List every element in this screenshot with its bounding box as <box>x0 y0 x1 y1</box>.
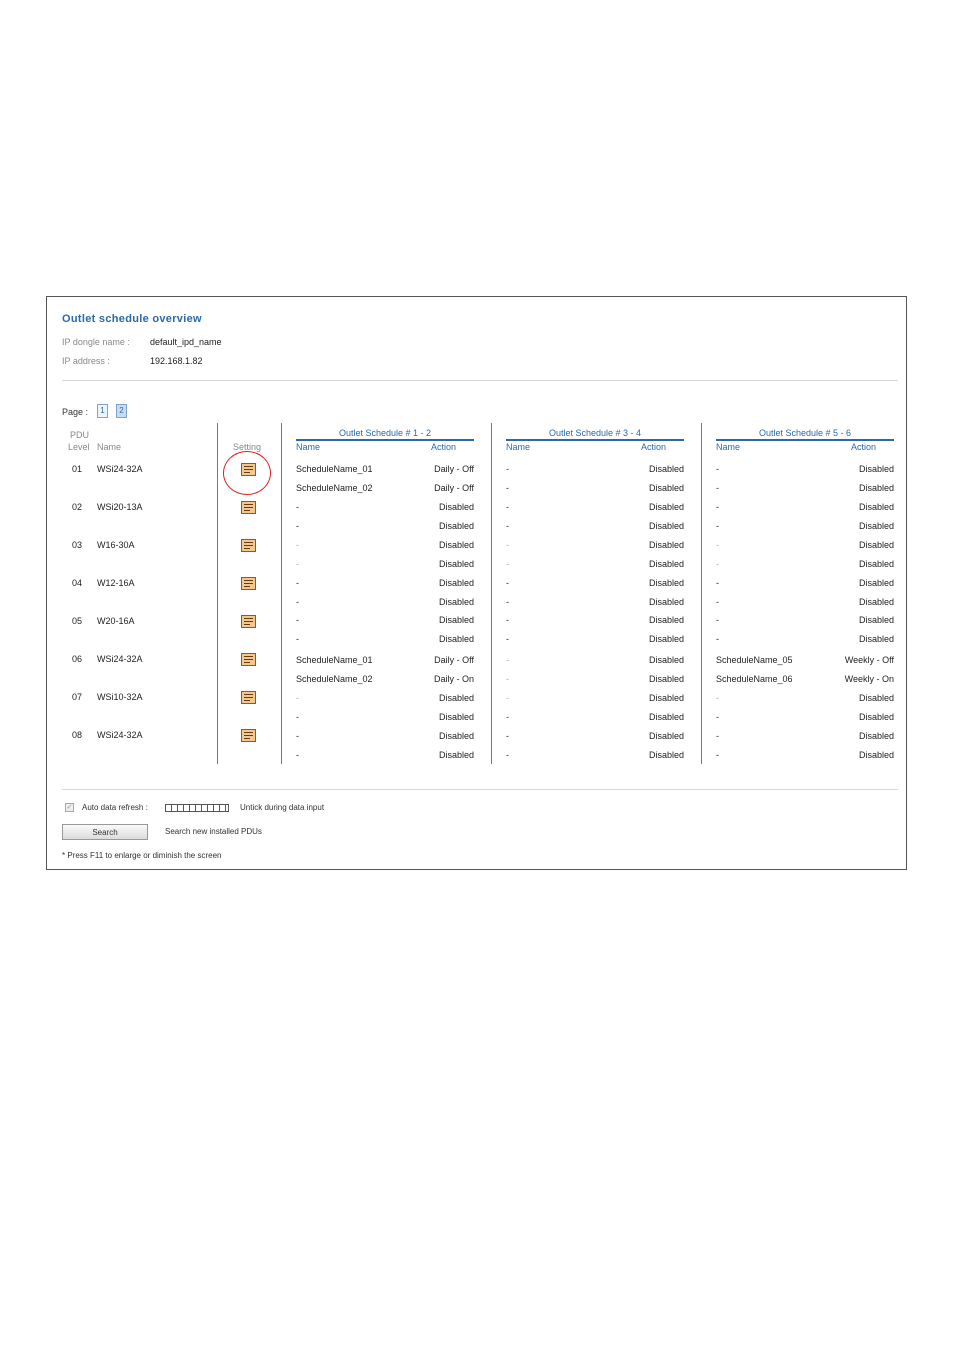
schedule-name-cell: - <box>716 712 719 722</box>
untick-note: Untick during data input <box>240 803 325 812</box>
schedule-action-cell: Disabled <box>438 731 474 741</box>
schedule-action-cell: Disabled <box>648 483 684 493</box>
schedule-action-cell: Daily - Off <box>434 655 474 665</box>
schedule-action-cell: Disabled <box>858 540 894 550</box>
page-1-button[interactable]: 1 <box>97 404 108 418</box>
schedule-action-cell: Disabled <box>858 634 894 644</box>
schedule-group-title: Outlet Schedule # 1 - 2 <box>338 428 432 438</box>
setting-highlight-circle <box>223 451 271 495</box>
schedule-name-header: Name <box>716 442 741 452</box>
schedule-name-cell: - <box>716 464 719 474</box>
schedule-name-cell: - <box>716 597 719 607</box>
ip-address-value: 192.168.1.82 <box>150 356 203 366</box>
schedule-name-cell: - <box>296 750 299 760</box>
schedule-name-cell: - <box>296 634 299 644</box>
pdu-level: 08 <box>72 730 83 740</box>
schedule-action-cell: Disabled <box>648 674 684 684</box>
schedule-action-cell: Disabled <box>648 521 684 531</box>
schedule-action-cell: Disabled <box>438 521 474 531</box>
setting-icon[interactable] <box>241 653 256 666</box>
pdu-name: WSi20-13A <box>97 502 143 512</box>
schedule-action-cell: Disabled <box>438 540 474 550</box>
pdu-level: 05 <box>72 616 83 626</box>
setting-header: Setting <box>233 442 262 452</box>
ip-address-label: IP address : <box>62 356 110 366</box>
schedule-action-cell: Disabled <box>648 540 684 550</box>
schedule-action-cell: Daily - Off <box>434 464 474 474</box>
auto-refresh-label: Auto data refresh : <box>82 803 148 812</box>
schedule-action-cell: Disabled <box>648 655 684 665</box>
schedule-overview-panel <box>46 296 907 870</box>
schedule-action-cell: Disabled <box>648 712 684 722</box>
schedule-action-cell: Disabled <box>438 712 474 722</box>
schedule-name-cell: - <box>716 634 719 644</box>
schedule-name-cell: - <box>716 578 719 588</box>
divider-group-2 <box>491 423 492 764</box>
divider-group-3 <box>701 423 702 764</box>
schedule-name-cell: - <box>296 712 299 722</box>
pdu-name: WSi24-32A <box>97 654 143 664</box>
schedule-name-cell: - <box>716 483 719 493</box>
setting-icon[interactable] <box>241 539 256 552</box>
schedule-action-cell: Disabled <box>858 750 894 760</box>
schedule-name-header: Name <box>506 442 531 452</box>
divider-group-1 <box>281 423 282 764</box>
schedule-action-cell: Disabled <box>858 559 894 569</box>
schedule-name-cell: - <box>506 615 509 625</box>
f11-note: * Press F11 to enlarge or diminish the screen <box>62 851 222 860</box>
schedule-name-cell: - <box>506 578 509 588</box>
setting-icon[interactable] <box>241 691 256 704</box>
schedule-name-cell: - <box>506 731 509 741</box>
schedule-name-cell: - <box>506 521 509 531</box>
schedule-name-cell: - <box>506 502 509 512</box>
pdu-level: 02 <box>72 502 83 512</box>
schedule-action-cell: Disabled <box>858 712 894 722</box>
schedule-name-cell: - <box>296 559 299 569</box>
schedule-action-cell: Disabled <box>438 693 474 703</box>
schedule-action-cell: Disabled <box>438 634 474 644</box>
schedule-group-underline <box>716 439 894 441</box>
schedule-action-cell: Disabled <box>648 578 684 588</box>
schedule-name-cell: - <box>296 578 299 588</box>
schedule-action-header: Action <box>431 442 457 452</box>
schedule-action-header: Action <box>641 442 667 452</box>
schedule-group-underline <box>296 439 474 441</box>
schedule-action-header: Action <box>851 442 877 452</box>
schedule-name-cell: - <box>506 655 509 665</box>
name-header: Name <box>97 442 122 452</box>
schedule-action-cell: Disabled <box>648 731 684 741</box>
schedule-name-cell: - <box>296 540 299 550</box>
schedule-name-cell: - <box>296 597 299 607</box>
schedule-name-cell: - <box>506 540 509 550</box>
schedule-name-cell: - <box>506 464 509 474</box>
schedule-action-cell: Daily - Off <box>434 483 474 493</box>
pdu-level: 04 <box>72 578 83 588</box>
schedule-action-cell: Disabled <box>648 464 684 474</box>
schedule-action-cell: Disabled <box>648 693 684 703</box>
schedule-action-cell: Disabled <box>858 615 894 625</box>
schedule-action-cell: Disabled <box>648 634 684 644</box>
schedule-action-cell: Disabled <box>438 750 474 760</box>
schedule-name-cell: - <box>716 521 719 531</box>
page-2-button[interactable]: 2 <box>116 404 127 418</box>
search-button[interactable]: Search <box>62 824 148 840</box>
schedule-name-cell: - <box>296 731 299 741</box>
schedule-name-cell: - <box>716 731 719 741</box>
schedule-name-cell: - <box>296 615 299 625</box>
schedule-name-cell: - <box>506 674 509 684</box>
schedule-action-cell: Disabled <box>858 483 894 493</box>
schedule-name-cell: - <box>506 634 509 644</box>
schedule-action-cell: Weekly - On <box>844 674 894 684</box>
divider-setting <box>217 423 218 764</box>
schedule-name-cell: - <box>716 502 719 512</box>
schedule-name-cell: - <box>296 502 299 512</box>
pdu-level: 03 <box>72 540 83 550</box>
schedule-name-cell: - <box>506 693 509 703</box>
schedule-action-cell: Disabled <box>858 693 894 703</box>
schedule-name-cell: - <box>506 597 509 607</box>
schedule-action-cell: Disabled <box>438 502 474 512</box>
pdu-name: W20-16A <box>97 616 135 626</box>
pdu-level: 07 <box>72 692 83 702</box>
schedule-name-cell: - <box>296 693 299 703</box>
schedule-name-cell: ScheduleName_01 <box>296 464 373 474</box>
schedule-action-cell: Disabled <box>858 597 894 607</box>
pdu-level: 01 <box>72 464 83 474</box>
schedule-name-cell: - <box>506 750 509 760</box>
schedule-name-cell: - <box>716 615 719 625</box>
schedule-name-cell: ScheduleName_01 <box>296 655 373 665</box>
schedule-name-cell: ScheduleName_02 <box>296 483 373 493</box>
schedule-action-cell: Disabled <box>858 521 894 531</box>
search-note: Search new installed PDUs <box>165 827 262 836</box>
schedule-name-cell: ScheduleName_05 <box>716 655 793 665</box>
pdu-header: PDU <box>70 430 90 440</box>
schedule-action-cell: Disabled <box>438 578 474 588</box>
pdu-name: W12-16A <box>97 578 135 588</box>
schedule-name-cell: - <box>716 693 719 703</box>
schedule-action-cell: Disabled <box>858 731 894 741</box>
divider-top <box>62 380 898 381</box>
setting-icon[interactable] <box>241 729 256 742</box>
schedule-action-cell: Disabled <box>858 464 894 474</box>
schedule-action-cell: Disabled <box>858 502 894 512</box>
schedule-action-cell: Disabled <box>648 597 684 607</box>
setting-icon[interactable] <box>241 577 256 590</box>
page-title: Outlet schedule overview <box>62 313 202 325</box>
pdu-name: W16-30A <box>97 540 135 550</box>
page-label: Page : <box>62 407 89 417</box>
pdu-name: WSi10-32A <box>97 692 143 702</box>
setting-icon[interactable] <box>241 615 256 628</box>
schedule-name-cell: ScheduleName_02 <box>296 674 373 684</box>
schedule-action-cell: Daily - On <box>433 674 474 684</box>
schedule-name-header: Name <box>296 442 321 452</box>
schedule-name-cell: - <box>716 540 719 550</box>
schedule-name-cell: - <box>506 712 509 722</box>
schedule-name-cell: - <box>506 483 509 493</box>
pdu-name: WSi24-32A <box>97 464 143 474</box>
schedule-action-cell: Disabled <box>648 615 684 625</box>
schedule-action-cell: Disabled <box>438 559 474 569</box>
auto-refresh-checkbox[interactable]: ✓ <box>66 804 73 811</box>
dongle-name-label: IP dongle name : <box>62 337 130 347</box>
schedule-name-cell: - <box>506 559 509 569</box>
schedule-name-cell: - <box>296 521 299 531</box>
schedule-name-cell: - <box>716 750 719 760</box>
pdu-level: 06 <box>72 654 83 664</box>
pdu-name: WSi24-32A <box>97 730 143 740</box>
schedule-name-cell: - <box>716 559 719 569</box>
schedule-name-cell: ScheduleName_06 <box>716 674 793 684</box>
schedule-action-cell: Disabled <box>438 615 474 625</box>
schedule-action-cell: Disabled <box>648 502 684 512</box>
schedule-action-cell: Disabled <box>648 559 684 569</box>
divider-bottom <box>62 789 898 790</box>
schedule-group-underline <box>506 439 684 441</box>
schedule-group-title: Outlet Schedule # 3 - 4 <box>548 428 642 438</box>
schedule-action-cell: Disabled <box>648 750 684 760</box>
setting-icon[interactable] <box>241 501 256 514</box>
dongle-name-value: default_ipd_name <box>150 337 222 347</box>
level-header: Level <box>68 442 90 452</box>
refresh-progress-meter <box>165 804 229 812</box>
schedule-action-cell: Weekly - Off <box>844 655 894 665</box>
schedule-action-cell: Disabled <box>858 578 894 588</box>
schedule-action-cell: Disabled <box>438 597 474 607</box>
schedule-group-title: Outlet Schedule # 5 - 6 <box>758 428 852 438</box>
